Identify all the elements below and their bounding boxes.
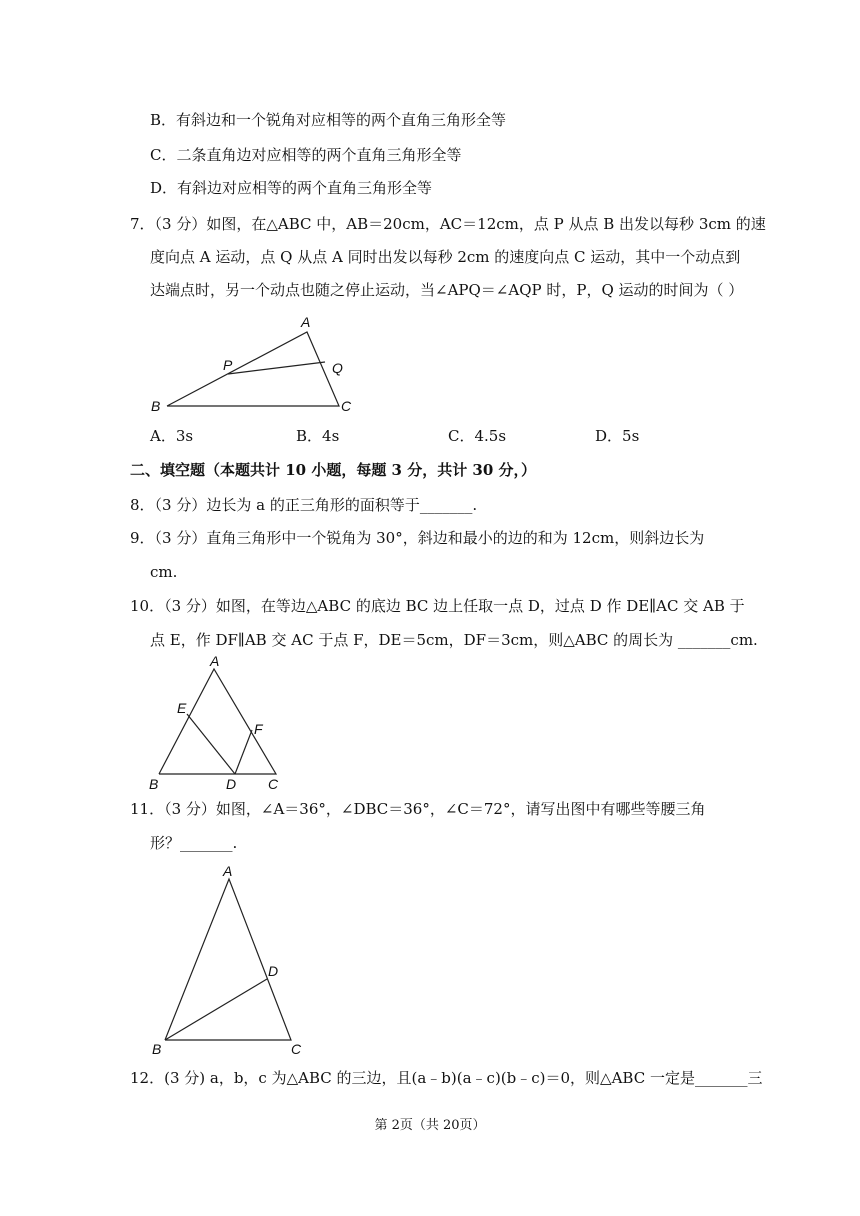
q11-line-1: 11．（3 分）如图，∠A＝36°，∠DBC＝36°，∠C＝72°，请写出图中有哪些等腰三角 [130,800,706,818]
fig7-label-q: Q [332,360,343,376]
page-footer: 第 2页（共 20页） [374,1118,486,1133]
q7-line-1: 7．（3 分）如图，在△ABC 中，AB＝20cm，AC＝12cm，点 P 从点 B 出发以每秒 3cm 的速 [130,215,766,233]
q7-option-b: B．4s [296,427,340,445]
q11-figure [145,862,315,1057]
fig10-label-a: A [210,654,220,669]
fig10-label-c: C [268,776,279,792]
fig10-label-b: B [149,776,159,792]
q6-option-c: C．二条直角边对应相等的两个直角三角形全等 [150,146,462,164]
q10-figure [140,654,300,794]
fig7-label-b: B [151,398,161,414]
q7-option-d: D．5s [595,427,640,445]
q6-option-b: B．有斜边和一个锐角对应相等的两个直角三角形全等 [150,111,507,129]
fig7-label-p: P [223,357,233,373]
fig10-label-d: D [226,776,237,792]
q6-option-d: D．有斜边对应相等的两个直角三角形全等 [150,179,433,197]
q11-line-2: 形？_______. [150,834,238,852]
q10-line-1: 10．（3 分）如图，在等边△ABC 的底边 BC 边上任取一点 D，过点 D 作 DE∥AC 交 AB 于 [130,597,745,615]
fig7-label-c: C [341,398,352,414]
fig11-label-b: B [152,1041,162,1057]
q7-option-a: A．3s [150,427,194,445]
section-2-heading: 二、填空题（本题共计 10 小题，每题 3 分，共计 30 分，） [130,461,537,479]
q7-option-c: C．4.5s [448,427,507,445]
fig7-label-a: A [301,314,311,330]
fig11-label-a: A [223,863,233,879]
fig10-label-f: F [254,721,263,737]
fig11-label-d: D [268,963,279,979]
q12-text: 12．(3 分) a，b，c 为△ABC 的三边，且(a﹣b)(a﹣c)(b﹣c)＝0，则△ABC 一定是_______三 [130,1069,763,1087]
q10-line-2: 点 E，作 DF∥AB 交 AC 于点 F，DE＝5cm，DF＝3cm，则△ABC 的周长为 _______cm. [150,631,758,649]
q7-line-2: 度向点 A 运动，点 Q 从点 A 同时出发以每秒 2cm 的速度向点 C 运动，其中一个动点到 [150,248,741,266]
fig10-label-e: E [177,700,187,716]
q8-text: 8．（3 分）边长为 a 的正三角形的面积等于_______. [130,496,478,514]
fig11-label-c: C [291,1041,302,1057]
q7-figure [140,310,370,420]
q7-line-3: 达端点时，另一个动点也随之停止运动，当∠APQ＝∠AQP 时，P，Q 运动的时间为（ ） [150,281,744,299]
q9-line-2: cm. [150,563,178,581]
q9-line-1: 9．（3 分）直角三角形中一个锐角为 30°，斜边和最小的边的和为 12cm，则斜边长为 [130,529,705,547]
